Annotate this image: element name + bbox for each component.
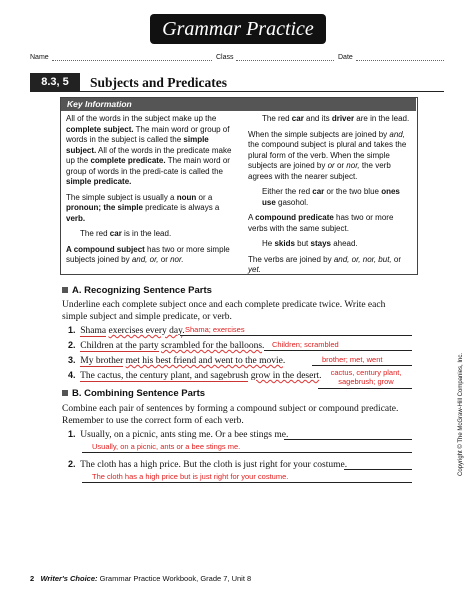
key-info-left-column [66, 114, 232, 266]
page-number: 2 [30, 574, 35, 583]
section-rule [30, 91, 444, 92]
part-a-item-1: 1. Shama exercises every day. [68, 325, 185, 336]
part-b-item-2: 2. The cloth has a high price. But the cloth is just right for your costume. [68, 459, 348, 470]
square-bullet-icon [62, 390, 68, 396]
answer-a2: Children; scrambled [272, 340, 339, 349]
part-a-item-2: 2. Children at the party scrambled for the balloons. [68, 340, 265, 351]
key-right-example2: Either the red car or the two blue ones use gasohol. [262, 187, 400, 207]
date-label: Date [338, 54, 353, 61]
answer-line-a4[interactable] [318, 388, 412, 389]
page-footer: 2 Writer's Choice: Grammar Practice Workbook, Grade 7, Unit 8 [30, 574, 252, 583]
part-a-item-3: 3. My brother met his best friend and went to the movie. [68, 355, 286, 366]
answer-line-b2b[interactable] [82, 482, 412, 483]
date-field[interactable] [356, 60, 444, 61]
key-right-example1: The red car and its driver are in the lead. [262, 114, 410, 123]
name-label: Name [30, 54, 49, 61]
answer-line-a3[interactable] [312, 365, 412, 366]
answer-b2: The cloth has a high price but is just right for your costume. [92, 472, 289, 481]
key-information-heading: Key Information [61, 98, 416, 111]
part-a-heading: A. Recognizing Sentence Parts [62, 285, 212, 297]
answer-line-a2[interactable] [264, 350, 412, 351]
answer-b1: Usually, on a picnic, ants or a bee stings me. [92, 442, 241, 451]
answer-line-a1[interactable] [180, 335, 412, 336]
answer-line-b2a[interactable] [344, 469, 412, 470]
key-right-p2: A compound predicate has two or more verbs with the same subject. [248, 213, 394, 233]
key-left-p2: The simple subject is usually a noun or a pronoun; the simple predicate is always a verb. [66, 192, 220, 223]
answer-a3: brother; met, went [322, 355, 383, 364]
part-b-instructions: Combine each pair of sentences by forming a compound subject or compound predicate. Remember to use the correct form of each verb. [62, 404, 399, 426]
section-number: 8.3, 5 [30, 73, 80, 92]
key-right-p1: When the simple subjects are joined by and, the compound subject is plural and takes the plural form of the verb. When the simple subjects are joined by or or nor, the verb agrees with the nearer subject. [248, 129, 407, 181]
answer-a1: Shama; exercises [185, 325, 245, 334]
key-left-p1: All of the words in the subject make up the complete subject. The main word or group of words in the subject is called the simple subject. All of the words in the predicate make up the complete predicate. The main word or group of words in the predi-cate is called the simple predicate. [66, 114, 232, 186]
key-left-example: The red car is in the lead. [80, 229, 172, 238]
name-field[interactable] [52, 60, 212, 61]
part-a-instructions: Underline each complete subject once and each complete predicate twice. Write each simple subject and simple predicate, or verb. [62, 300, 386, 322]
section-title: Subjects and Predicates [90, 75, 227, 90]
part-b-heading: B. Combining Sentence Parts [62, 388, 205, 400]
class-field[interactable] [236, 60, 334, 61]
key-right-example3: He skids but stays ahead. [262, 239, 358, 248]
key-info-right-column [248, 114, 412, 276]
class-label: Class [216, 54, 234, 61]
answer-line-b1b[interactable] [82, 452, 412, 453]
copyright-notice: Copyright © The McGraw-Hill Companies, Inc. [458, 352, 464, 476]
key-left-p3: A compound subject has two or more simple subjects joined by and, or, or nor. [66, 244, 230, 264]
answer-line-b1a[interactable] [284, 439, 412, 440]
part-a-item-4: 4. The cactus, the century plant, and sagebrush grow in the desert. [68, 370, 322, 381]
answer-a4: cactus, century plant, sagebrush; grow [330, 368, 402, 386]
square-bullet-icon [62, 287, 68, 293]
part-b-item-1: 1. Usually, on a picnic, ants sting me. Or a bee stings me. [68, 429, 289, 440]
key-right-p3: The verbs are joined by and, or, nor, but, or yet. [248, 254, 401, 274]
page-banner-title: Grammar Practice [150, 14, 326, 44]
